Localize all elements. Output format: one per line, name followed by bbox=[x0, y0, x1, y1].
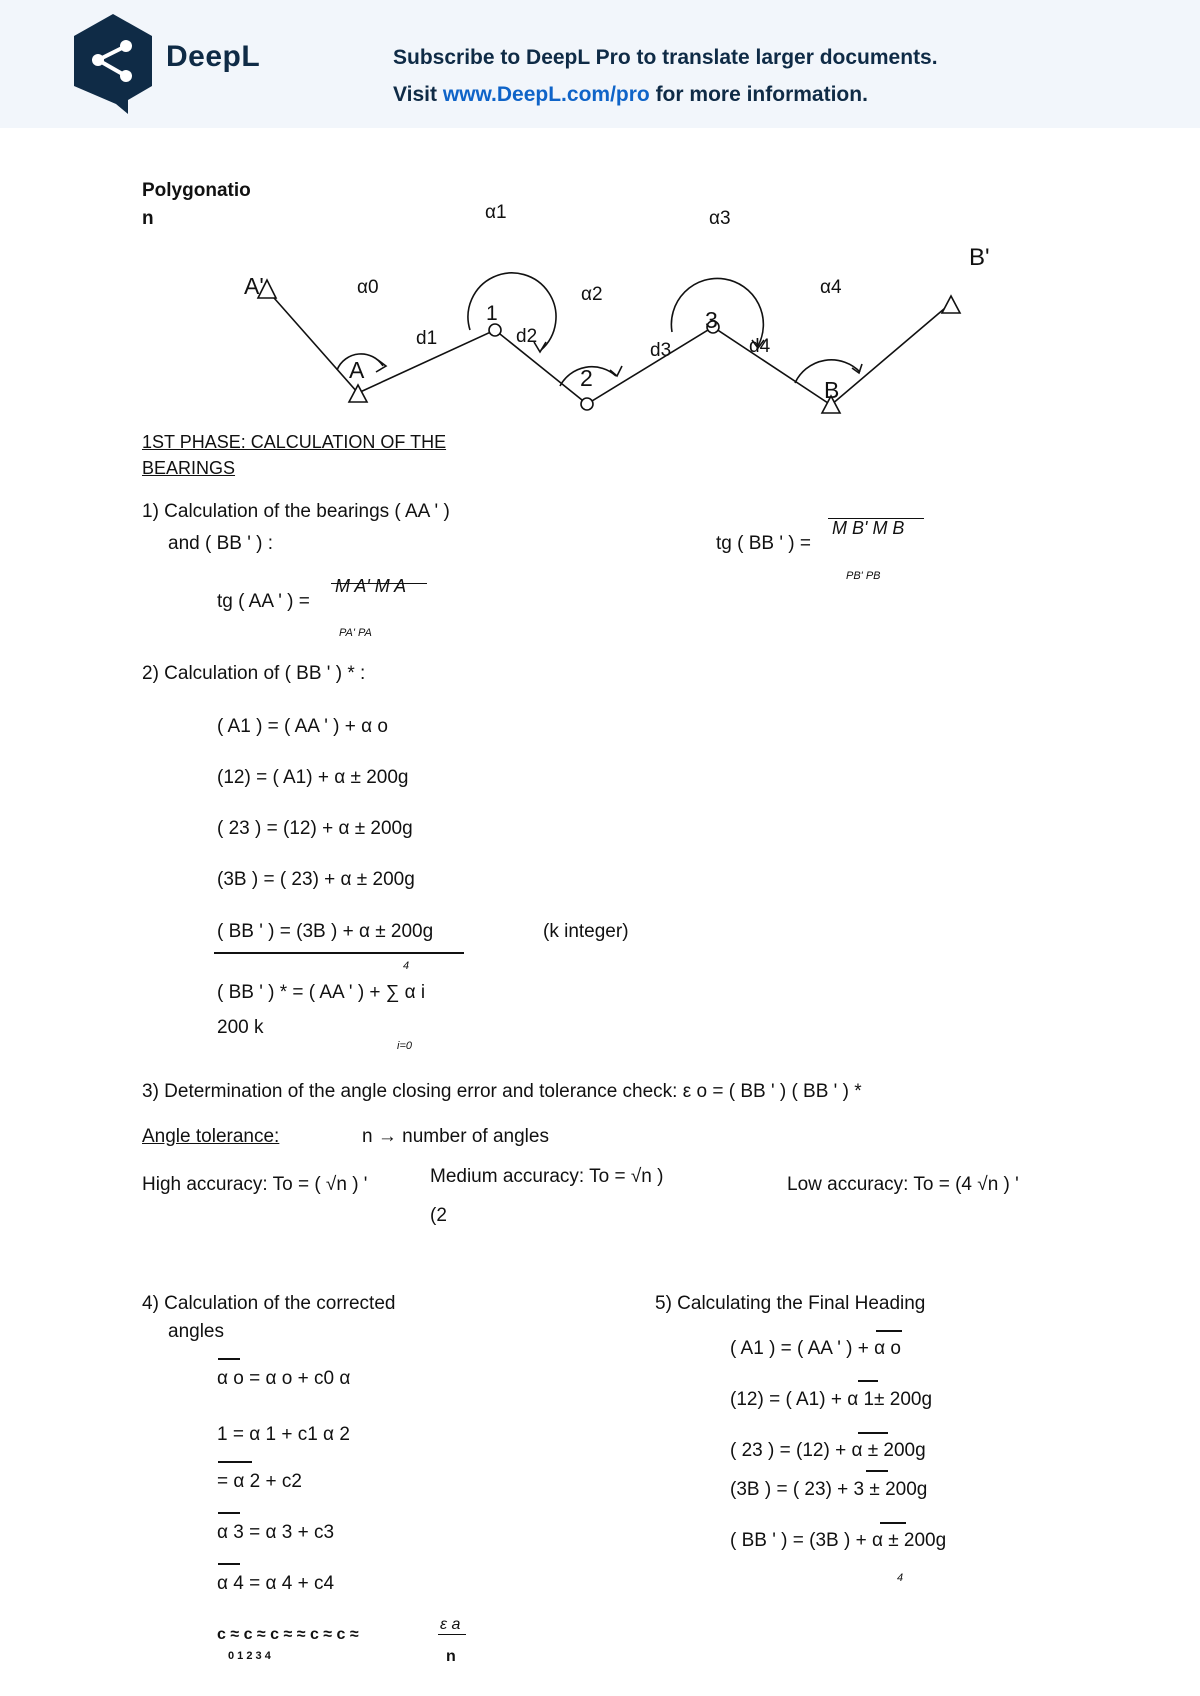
label-a-prime: A' bbox=[244, 273, 264, 299]
final-bearing-bb: ( BB ' ) = (3B ) + α ± 200g bbox=[730, 1530, 947, 1551]
corrected-angle-1: 1 = α 1 + c1 α 2 bbox=[217, 1424, 350, 1445]
closing-error-n: n bbox=[446, 1648, 456, 1665]
promo-suffix: for more information. bbox=[649, 83, 868, 106]
bearing-200k: 200 k bbox=[217, 1017, 264, 1038]
k-integer-note: (k integer) bbox=[543, 921, 629, 942]
label-d2: d2 bbox=[516, 326, 538, 347]
final-bearing-3b: (3B ) = ( 23) + 3 ± 200g bbox=[730, 1479, 928, 1500]
page-title-line-2: n bbox=[142, 208, 154, 229]
angle-tolerance-label: Angle tolerance: bbox=[142, 1126, 280, 1147]
correction-approx: c ≈ c ≈ c ≈ ≈ c ≈ c ≈ bbox=[217, 1626, 359, 1643]
high-accuracy: High accuracy: To = ( √n ) ' bbox=[142, 1174, 368, 1195]
deepl-pro-link[interactable]: www.DeepL.com/pro bbox=[442, 83, 650, 106]
final-bearing-a1: ( A1 ) = ( AA ' ) + α o bbox=[730, 1338, 901, 1359]
overline-final-a3 bbox=[866, 1470, 888, 1472]
promo-prefix: Visit bbox=[393, 83, 443, 106]
bearing-eq-12: (12) = ( A1) + α ± 200g bbox=[217, 767, 409, 788]
triangle-a-icon bbox=[349, 385, 367, 402]
overline-a2 bbox=[218, 1461, 252, 1463]
triangle-b-prime-icon bbox=[942, 296, 960, 313]
label-d1: d1 bbox=[416, 328, 438, 349]
bearing-eq-a1: ( A1 ) = ( AA ' ) + α o bbox=[217, 716, 388, 737]
label-alpha0: α0 bbox=[357, 277, 379, 298]
traverse-diagram bbox=[0, 0, 1200, 430]
traverse-line bbox=[267, 290, 951, 405]
angle-count-note: n → number of angles bbox=[362, 1126, 549, 1147]
bearing-sum-eq: ( BB ' ) * = ( AA ' ) + ∑ α i bbox=[217, 982, 426, 1003]
final-bearing-subscript-4: 4 bbox=[897, 1572, 904, 1584]
label-d3: d3 bbox=[650, 340, 672, 361]
overline-final-a2 bbox=[858, 1432, 888, 1434]
label-alpha4: α4 bbox=[820, 277, 842, 298]
section3-title: 3) Determination of the angle closing error and tolerance check: ε o = ( BB ' ) ( BB ' ) * bbox=[142, 1081, 862, 1102]
sum-lower-limit: i=0 bbox=[397, 1040, 412, 1052]
label-d4: d4 bbox=[749, 336, 771, 357]
label-alpha1: α1 bbox=[485, 202, 507, 223]
tg-aa-numerator: M A' M A bbox=[335, 576, 407, 596]
closing-error-eps: ε a bbox=[440, 1616, 461, 1633]
corrected-angle-4: α 4 = α 4 + c4 bbox=[217, 1573, 335, 1594]
station-2-icon bbox=[581, 398, 593, 410]
tg-bb-numerator: M B' M B bbox=[832, 518, 905, 538]
label-b-prime: B' bbox=[969, 244, 990, 271]
tg-aa-label: tg ( AA ' ) = bbox=[217, 591, 310, 612]
phase-heading-line-1: 1ST PHASE: CALCULATION OF THE bbox=[142, 432, 447, 452]
medium-accuracy-cont: (2 bbox=[430, 1205, 447, 1226]
label-alpha2: α2 bbox=[581, 284, 603, 305]
corrected-angle-0: α o = α o + c0 α bbox=[217, 1368, 351, 1389]
section1-title-cont: and ( BB ' ) : bbox=[168, 533, 274, 554]
label-b: B bbox=[824, 377, 840, 403]
section4-title: 4) Calculation of the corrected bbox=[142, 1293, 396, 1314]
angle-arc-1 bbox=[468, 273, 556, 350]
tg-bb-label: tg ( BB ' ) = bbox=[716, 533, 811, 554]
tg-aa-denominator: PA' PA bbox=[339, 627, 372, 639]
overline-final-a1 bbox=[858, 1380, 878, 1382]
label-station-3: 3 bbox=[705, 307, 718, 333]
corrected-angle-2: = α 2 + c2 bbox=[217, 1471, 302, 1492]
station-1-icon bbox=[489, 324, 501, 336]
section2-title: 2) Calculation of ( BB ' ) * : bbox=[142, 663, 366, 684]
overline-a4 bbox=[218, 1563, 240, 1565]
section5-title: 5) Calculating the Final Heading bbox=[655, 1293, 926, 1314]
label-a: A bbox=[349, 357, 365, 383]
bearing-eq-3b: (3B ) = ( 23) + α ± 200g bbox=[217, 869, 415, 890]
deepl-brand-name: DeepL bbox=[166, 40, 261, 73]
bearing-eq-bb: ( BB ' ) = (3B ) + α ± 200g bbox=[217, 921, 434, 942]
final-bearing-12: (12) = ( A1) + α 1± 200g bbox=[730, 1389, 933, 1410]
section1-title: 1) Calculation of the bearings ( AA ' ) bbox=[142, 501, 450, 522]
bearing-eq-23: ( 23 ) = (12) + α ± 200g bbox=[217, 818, 413, 839]
label-alpha3: α3 bbox=[709, 208, 731, 229]
overline-final-a0 bbox=[876, 1330, 902, 1332]
final-bearing-23: ( 23 ) = (12) + α ± 200g bbox=[730, 1440, 926, 1461]
label-station-1: 1 bbox=[486, 302, 498, 325]
low-accuracy: Low accuracy: To = (4 √n ) ' bbox=[787, 1174, 1019, 1195]
section4-title-cont: angles bbox=[168, 1321, 224, 1342]
label-station-2: 2 bbox=[580, 365, 593, 391]
correction-subscripts: 0 1 2 3 4 bbox=[228, 1650, 271, 1662]
sum-upper-limit: 4 bbox=[403, 960, 410, 972]
promo-line-1: Subscribe to DeepL Pro to translate larger documents. bbox=[393, 46, 938, 69]
overline-a3 bbox=[218, 1512, 240, 1514]
phase-heading-line-2: BEARINGS bbox=[142, 458, 236, 478]
corrected-angle-3: α 3 = α 3 + c3 bbox=[217, 1522, 335, 1543]
page-title-line-1: Polygonatio bbox=[142, 180, 251, 201]
overline-final-a4 bbox=[880, 1522, 906, 1524]
medium-accuracy: Medium accuracy: To = √n ) bbox=[430, 1166, 664, 1187]
eps-over-n-fraction bbox=[438, 1634, 466, 1635]
overline-a0 bbox=[218, 1358, 240, 1360]
tg-bb-denominator: PB' PB bbox=[846, 570, 881, 582]
sum-divider bbox=[214, 952, 464, 954]
